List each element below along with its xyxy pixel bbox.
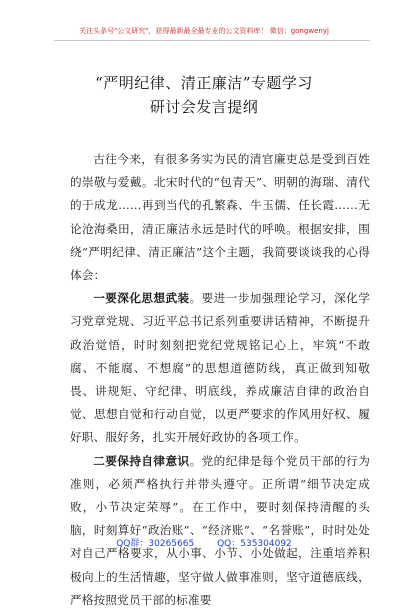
header-banner: 关注头条号"公文研究"，获得最新最全最专业的公文资料库！ 微信：gongwenyj — [79, 27, 329, 35]
point-1-text: 。要进一步加强理论学习，深化学习党章党规、习近平总书记系列重要讲话精神，不断提升政治觉悟，时时刻刻把党纪党规铭记心上，牢筑“不敢腐、不能腐、不想腐”的思想道德防线，真正做到知敬畏、讲规矩、守纪律、明底线，养成廉洁自律的政治自觉、思想自觉和行动自觉，以更严要求的作风用好权、履好职、服好务，扎实开展好政协的各项工作。 — [70, 291, 370, 445]
header-divider — [54, 40, 370, 41]
point-2-text: 。党的纪律是每个党员干部的行为准则，必须严格执行并带头遵守。正所谓“细节决定成败，小节决定荣辱”。在工作中，要时刻保持清醒的头脑，时刻算好“政治账”、“经济账”、“名誉账”，时时处处对自己严格要求，从小事、小节、小处做起，注重培养积极向上的生活情趣，坚守做人做事准则，坚守道德底线，严格按照党员干部的标准要 — [70, 453, 370, 607]
paragraph-point-2 — [70, 450, 370, 612]
footer-qq-group: QQ群：30265665 — [116, 539, 195, 549]
footer — [0, 536, 408, 549]
document-title-line-2: 研讨会发言提纲 — [149, 98, 259, 116]
paragraph-point-1 — [70, 287, 370, 449]
point-2-heading: 二要保持自律意识 — [93, 453, 190, 468]
document-title-line-1: “严明纪律、清正廉洁”专题学习 — [95, 74, 313, 92]
footer-qq: QQ：535304092 — [217, 539, 292, 549]
point-1-heading: 一要深化思想武装 — [93, 291, 190, 306]
paragraph-intro: 古往今来，有很多务实为民的清官廉吏总是受到百姓的崇敬与爱戴。北宋时代的“包青天”、明朝的海瑞、清代的于成龙……再到当代的孔繁森、牛玉儒、任长霞……无论沧海桑田，清正廉洁永远是时代的呼唤。根据安排，围绕“严明纪律、清正廉洁”这个主题，我简要谈谈我的心得体会： — [70, 152, 370, 283]
